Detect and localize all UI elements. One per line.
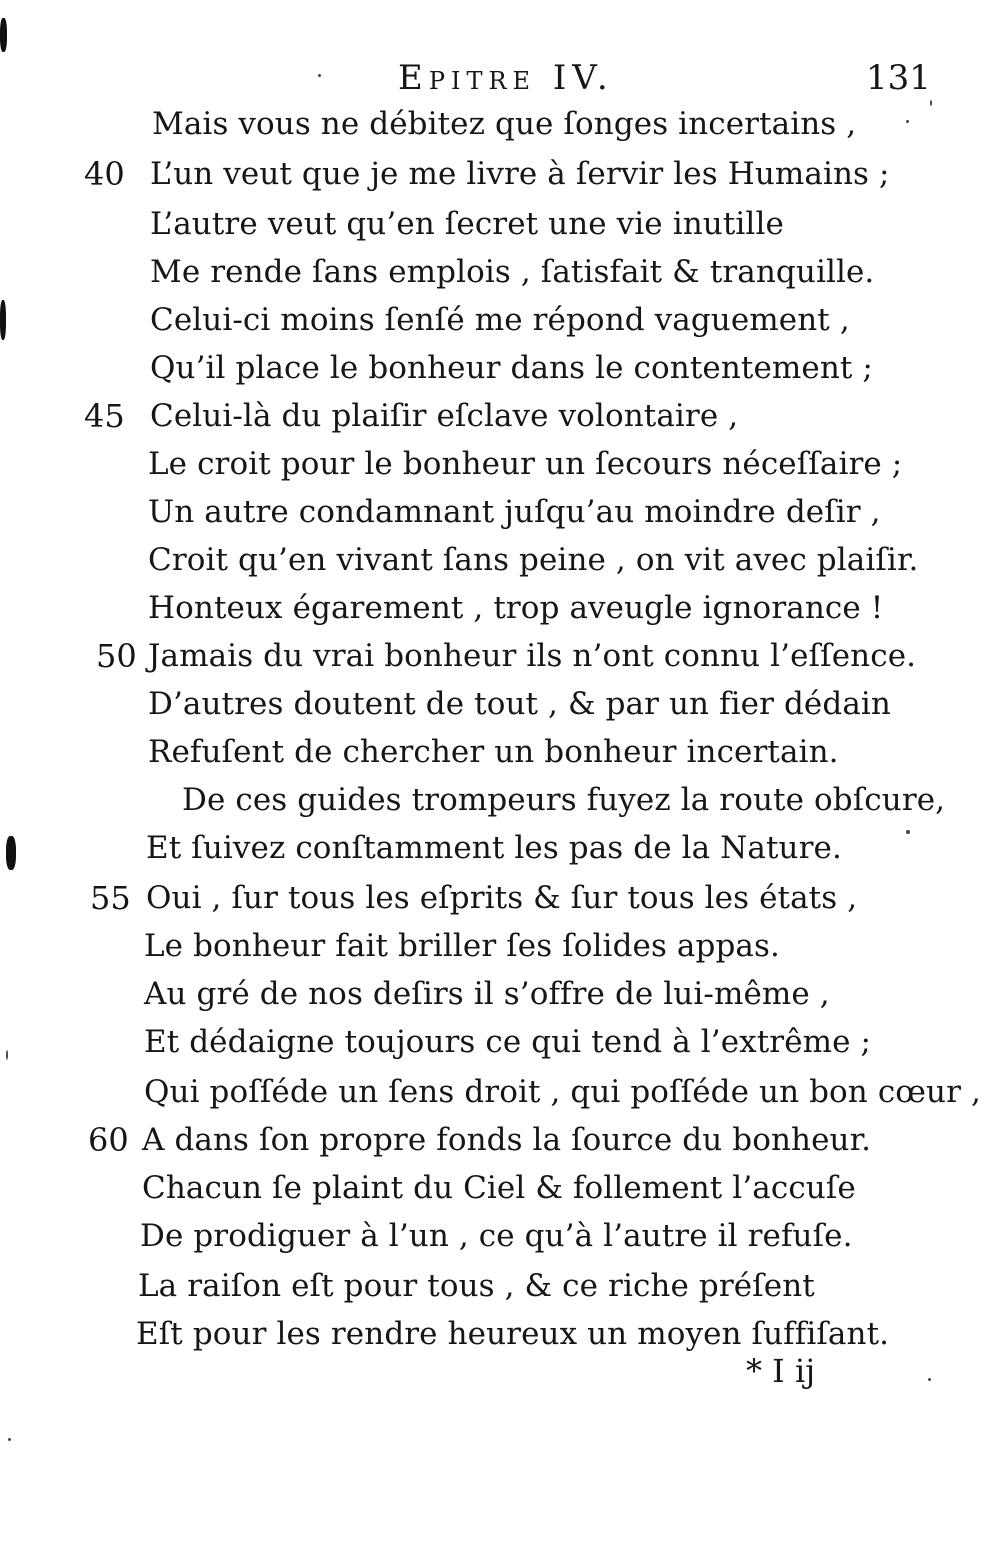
verse-line: [0, 874, 1000, 922]
line-text: Au gré de nos deſirs il s’offre de lui-même ,: [144, 976, 830, 1012]
line-text: Le bonheur fait briller ſes ſolides appas.: [144, 928, 780, 964]
paper-speck: [8, 1438, 11, 1441]
running-title: Epitre IV.: [398, 58, 614, 98]
page-number: 131: [866, 58, 931, 98]
line-text: Et ſuivez conſtamment les pas de la Nature.: [146, 830, 842, 866]
line-text: Me rende ſans emplois , ſatisfait & tranquille.: [150, 254, 875, 290]
verse-line: [0, 1116, 1000, 1164]
verse-line: [0, 1018, 1000, 1066]
line-text: Celui-là du plaiſir eſclave volontaire ,: [150, 398, 739, 434]
verse-line: [0, 584, 1000, 632]
line-text: L’un veut que je me livre à ſervir les Humains ;: [150, 156, 890, 192]
line-text: De prodiguer à l’un , ce qu’à l’autre il refuſe.: [140, 1218, 853, 1254]
signature-mark: * I ij: [746, 1352, 816, 1390]
verse-line: [0, 1212, 1000, 1260]
verse-line: [0, 150, 1000, 198]
verse-line: [0, 100, 1000, 148]
verse-line: [0, 776, 1000, 824]
line-number: 60: [88, 1121, 129, 1159]
line-text: Et dédaigne toujours ce qui tend à l’extrême ;: [144, 1024, 872, 1060]
verse-line: [0, 1164, 1000, 1212]
verse-line: [0, 392, 1000, 440]
verse-line: [0, 1262, 1000, 1310]
verse-line: [0, 1068, 1000, 1116]
line-text: A dans ſon propre fonds la ſource du bonheur.: [142, 1122, 872, 1158]
line-text: L’autre veut qu’en ſecret une vie inutille: [150, 206, 784, 242]
line-text: Chacun ſe plaint du Ciel & follement l’accuſe: [142, 1170, 856, 1206]
verse-line: [0, 248, 1000, 296]
verse-line: [0, 1310, 1000, 1358]
line-text: Le croit pour le bonheur un ſecours néceſſaire ;: [148, 446, 903, 482]
line-text: Oui , ſur tous les eſprits & ſur tous les états ,: [146, 880, 858, 916]
line-text: Un autre condamnant juſqu’au moindre deſir ,: [148, 494, 881, 530]
verse-line: [0, 488, 1000, 536]
line-text: Croit qu’en vivant ſans peine , on vit avec plaiſir.: [148, 542, 919, 578]
verse-line: [0, 536, 1000, 584]
verse-line: [0, 970, 1000, 1018]
line-number: 50: [96, 637, 137, 675]
line-text: De ces guides trompeurs fuyez la route obſcure,: [182, 782, 946, 818]
verse-line: [0, 728, 1000, 776]
line-number: 40: [84, 155, 125, 193]
line-text: Eſt pour les rendre heureux un moyen ſuffiſant.: [136, 1316, 890, 1352]
verse-line: [0, 200, 1000, 248]
verse-line: [0, 680, 1000, 728]
line-text: Qu’il place le bonheur dans le contentement ;: [150, 350, 873, 386]
page-header: [0, 52, 1000, 102]
line-number: 45: [84, 397, 125, 435]
paper-speck: [928, 1378, 931, 1381]
line-text: D’autres doutent de tout , & par un fier dédain: [148, 686, 891, 722]
line-text: La raiſon eſt pour tous , & ce riche préſent: [138, 1268, 815, 1304]
verse-line: [0, 344, 1000, 392]
line-number: 55: [90, 879, 131, 917]
line-text: Honteux égarement , trop aveugle ignorance !: [148, 590, 884, 626]
line-text: Celui-ci moins ſenſé me répond vaguement ,: [150, 302, 850, 338]
line-text: Qui poſſéde un ſens droit , qui poſſéde un bon cœur ,: [144, 1074, 981, 1110]
line-text: Jamais du vrai bonheur ils n’ont connu l’eſſence.: [148, 638, 917, 674]
binding-mark-top: [0, 18, 7, 52]
verse-line: [0, 824, 1000, 872]
verse-line: [0, 296, 1000, 344]
line-text: Mais vous ne débitez que ſonges incertains ,: [152, 106, 857, 142]
verse-line: [0, 440, 1000, 488]
verse-line: [0, 922, 1000, 970]
verse-line: [0, 632, 1000, 680]
line-text: Refuſent de chercher un bonheur incertain.: [148, 734, 839, 770]
